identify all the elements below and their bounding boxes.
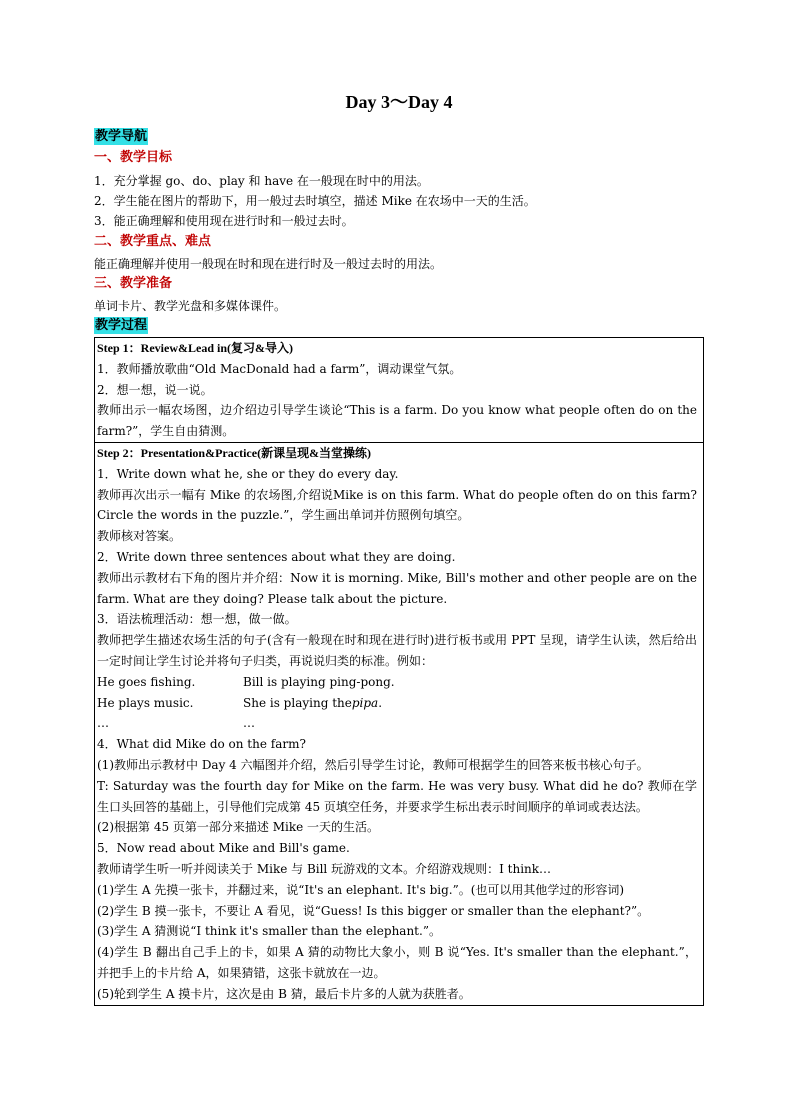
example-right: … — [243, 716, 255, 731]
step2-line: 4．What did Mike do on the farm? — [97, 737, 306, 752]
goal-line: 1．充分掌握 go、do、play 和 have 在一般现在时中的用法。 — [94, 174, 429, 188]
step2-line: (1)学生 A 先摸一张卡，并翻过来，说“It's an elephant. It's big.”。(也可以用其他学过的形容词) — [97, 882, 625, 897]
heading-goals: 一、教学目标 — [94, 150, 173, 165]
step2-line: 1．Write down what he, she or they do every day. — [97, 466, 399, 481]
step2-line: (4)学生 B 翻出自己手上的卡，如果 A 猜的动物比大象小，则 B 说“Yes. It's smaller than the elephant.”，并把手上的卡片给 A，如果猜错，这张卡就放在一边。 — [97, 945, 697, 980]
step2-line: 教师请学生听一听并阅读关于 Mike 与 Bill 玩游戏的文本。介绍游戏规则：I think… — [97, 861, 552, 876]
example-right — [243, 693, 382, 714]
step2-heading: Step 2：Presentation&Practice(新课呈现&当堂操练) — [97, 445, 372, 460]
keypoint-line: 能正确理解并使用一般现在时和现在进行时及一般过去时的用法。 — [94, 257, 443, 271]
example-right-italic: pipa — [351, 695, 379, 710]
step2-line: 5．Now read about Mike and Bill's game. — [97, 841, 350, 856]
step2-line: (1)教师出示教材中 Day 4 六幅图并介绍，然后引导学生讨论，教师可根据学生的回答来板书核心句子。 — [97, 757, 649, 772]
section-tag-process: 教学过程 — [95, 318, 148, 333]
page-title: Day 3～Day 4 — [345, 92, 453, 112]
table-row-step2 — [95, 443, 703, 1005]
step2-line: 教师核对答案。 — [97, 529, 182, 544]
goal-line: 2．学生能在图片的帮助下，用一般过去时填空，描述 Mike 在农场中一天的生活。 — [94, 194, 536, 208]
example-pair — [95, 713, 703, 734]
example-right-period: . — [378, 695, 383, 710]
step2-line: 2．Write down three sentences about what they are doing. — [97, 549, 456, 564]
goal-line: 3．能正确理解和使用现在进行时和一般过去时。 — [94, 214, 354, 228]
example-right-text: She is playing the — [243, 695, 352, 710]
step2-line: (3)学生 A 猜测说“I think it's smaller than the elephant.”。 — [97, 924, 441, 939]
section-tag-guide: 教学导航 — [95, 129, 148, 144]
step2-line: (5)轮到学生 A 摸卡片，这次是由 B 猜，最后卡片多的人就为获胜者。 — [97, 986, 471, 1001]
example-pair — [95, 672, 703, 693]
step2-line: (2)学生 B 摸一张卡，不要让 A 看见，说“Guess! Is this bigger or smaller than the elephant?”。 — [97, 903, 650, 918]
example-left: He goes fishing. — [97, 674, 196, 689]
step1-line: 2．想一想，说一说。 — [97, 382, 213, 397]
step2-line: 3．语法梳理活动：想一想，做一做。 — [97, 612, 297, 627]
step2-line: 教师出示教材右下角的图片并介绍：Now it is morning. Mike, Bill's mother and other people are on the farm. What are they doing? Please talk about the picture. — [97, 570, 697, 606]
step2-line: T: Saturday was the fourth day for Mike on the farm. He was very busy. What did he do? 教师在学生口头回答的基础上，引导他们完成第 45 页填空任务，并要求学生标出表示时间顺序的单词或表达法。 — [97, 778, 697, 814]
example-right: Bill is playing ping-pong. — [243, 674, 395, 689]
step1-line: 1．教师播放歌曲“Old MacDonald had a farm”，调动课堂气氛。 — [97, 361, 462, 376]
example-left: … — [97, 716, 109, 731]
heading-keypoints: 二、教学重点、难点 — [94, 234, 212, 249]
step1-heading: Step 1：Review&Lead in(复习&导入) — [97, 341, 293, 355]
step2-line: (2)根据第 45 页第一部分来描述 Mike 一天的生活。 — [97, 820, 380, 835]
step1-line: 教师出示一幅农场图，边介绍边引导学生谈论“This is a farm. Do you know what people often do on the farm?”，学生自由猜测。 — [97, 403, 697, 439]
example-left: He plays music. — [97, 695, 194, 710]
step2-line: 教师再次出示一幅有 Mike 的农场图,介绍说Mike is on this farm. What do people often do on this farm? Circle the words in the puzzle.”，学生画出单词并仿照例句填空。 — [97, 487, 697, 523]
table-row-step1 — [95, 338, 703, 443]
example-pair — [95, 693, 703, 714]
heading-preparation: 三、教学准备 — [94, 276, 173, 291]
lesson-table — [94, 337, 704, 1006]
step2-line: 教师把学生描述农场生活的句子(含有一般现在时和现在进行时)进行板书或用 PPT 呈现，请学生认读，然后给出一定时间让学生讨论并将句子归类，再说说归类的标准。例如： — [97, 633, 697, 668]
prep-line: 单词卡片、教学光盘和多媒体课件。 — [94, 299, 287, 313]
